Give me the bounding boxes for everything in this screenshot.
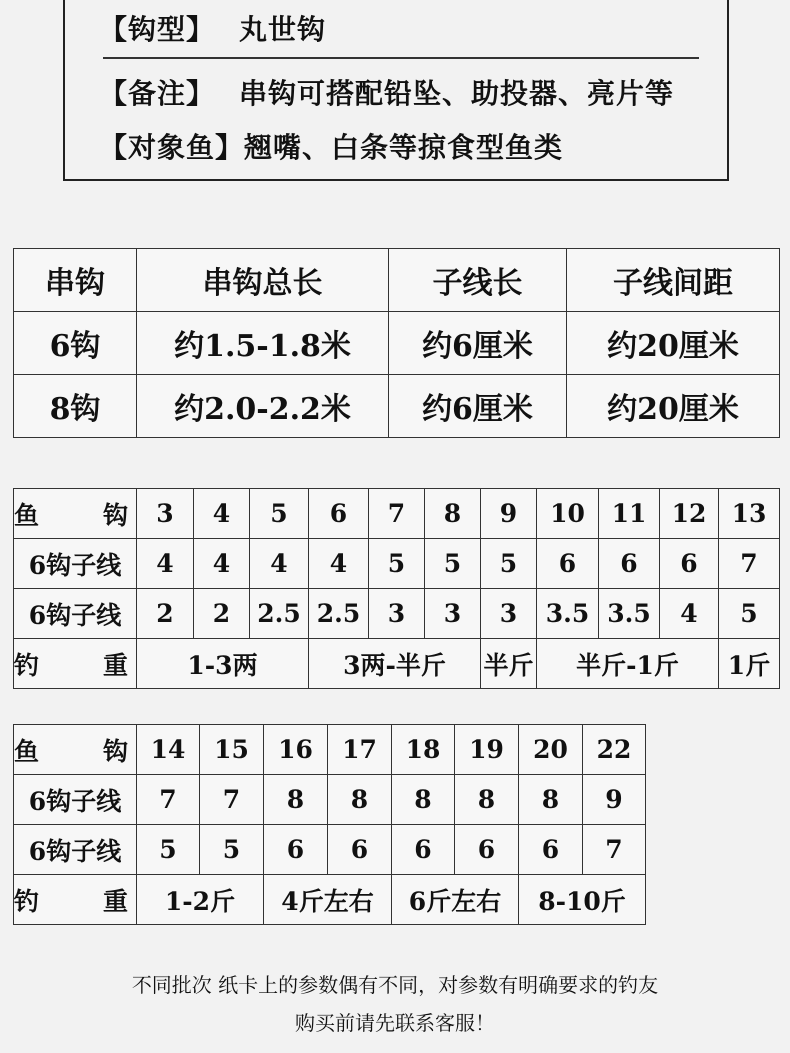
table-cell: 约1.5-1.8米 [137,312,389,375]
column-header: 串钩总长 [137,249,389,312]
table-cell: 6 [599,539,660,589]
table-cell: 8 [264,775,328,825]
table-cell: 约2.0-2.2米 [137,375,389,438]
row-label: 6钩子线 [14,825,137,875]
table-cell: 约20厘米 [567,375,780,438]
weight-cell: 半斤-1斤 [537,639,719,689]
row-label: 鱼 钩 [14,725,137,775]
row-label: 钓 重 [14,875,137,925]
hook-size-cell: 3 [137,489,194,539]
product-info-box [63,0,729,181]
hook-size-cell: 11 [599,489,660,539]
table-cell: 6 [537,539,599,589]
row-label: 6钩子线 [14,589,137,639]
table-row [14,375,780,438]
table-header-row [14,249,780,312]
table-cell: 6 [519,825,583,875]
hook-size-table-large [13,724,646,925]
table-cell: 7 [137,775,200,825]
table-cell: 8 [392,775,455,825]
row-label: 6钩子线 [14,539,137,589]
table-cell: 8钩 [14,375,137,438]
table-cell: 6 [660,539,719,589]
column-header: 子线长 [389,249,567,312]
hook-size-cell: 17 [328,725,392,775]
fish-weight-row [14,639,780,689]
table-cell: 5 [200,825,264,875]
hook-size-cell: 20 [519,725,583,775]
remark-line [99,72,674,112]
weight-cell: 4斤左右 [264,875,392,925]
table-cell: 7 [583,825,646,875]
line1-row [14,539,780,589]
table-cell: 8 [455,775,519,825]
row-label: 6钩子线 [14,775,137,825]
row-label: 钓 重 [14,639,137,689]
hook-size-cell: 14 [137,725,200,775]
hook-size-cell: 5 [250,489,309,539]
hook-size-cell: 18 [392,725,455,775]
table-cell: 3 [369,589,425,639]
table-cell: 5 [369,539,425,589]
table-cell: 6 [392,825,455,875]
table-cell: 4 [250,539,309,589]
hook-type-line [99,8,326,48]
table-cell: 2.5 [309,589,369,639]
table-cell: 4 [137,539,194,589]
hook-size-cell: 7 [369,489,425,539]
column-header: 串钩 [14,249,137,312]
hook-size-cell: 13 [719,489,780,539]
table-cell: 8 [328,775,392,825]
hook-size-cell: 10 [537,489,599,539]
table-cell: 6钩 [14,312,137,375]
hook-size-row [14,725,646,775]
table-cell: 5 [425,539,481,589]
hook-size-row [14,489,780,539]
footer-note-line1: 不同批次 纸卡上的参数偶有不同，对参数有明确要求的钓友 [131,973,659,997]
table-cell: 9 [583,775,646,825]
weight-cell: 半斤 [481,639,537,689]
table-cell: 7 [200,775,264,825]
hook-size-table-small [13,488,780,689]
table-cell: 5 [719,589,780,639]
hook-size-cell: 9 [481,489,537,539]
table-cell: 6 [455,825,519,875]
hook-type-value: 丸世钩 [239,13,327,46]
table-cell: 4 [309,539,369,589]
table-cell: 3.5 [537,589,599,639]
table-cell: 2 [137,589,194,639]
target-fish-line [99,126,563,166]
table-cell: 6 [264,825,328,875]
hook-size-cell: 12 [660,489,719,539]
table-cell: 2.5 [250,589,309,639]
table-cell: 7 [719,539,780,589]
weight-cell: 3两-半斤 [309,639,481,689]
hook-type-key: 【钩型】 [99,13,216,46]
table-cell: 约20厘米 [567,312,780,375]
remark-value: 串钩可搭配铅坠、助投器、亮片等 [239,77,675,110]
line2-row [14,589,780,639]
table-cell: 3 [425,589,481,639]
line1-row [14,775,646,825]
row-label: 鱼 钩 [14,489,137,539]
table-row [14,312,780,375]
footer-note-line2: 购买前请先联系客服！ [295,1011,495,1035]
weight-cell: 1-2斤 [137,875,264,925]
hook-size-cell: 22 [583,725,646,775]
hook-size-cell: 15 [200,725,264,775]
line2-row [14,825,646,875]
hook-size-cell: 8 [425,489,481,539]
target-fish-value: 翘嘴、白条等掠食型鱼类 [244,131,564,164]
weight-cell: 1-3两 [137,639,309,689]
table-cell: 8 [519,775,583,825]
table-cell: 4 [194,539,250,589]
table-cell: 4 [660,589,719,639]
table-cell: 5 [481,539,537,589]
table-cell: 约6厘米 [389,312,567,375]
hook-size-cell: 19 [455,725,519,775]
rig-length-table [13,248,780,438]
table-cell: 5 [137,825,200,875]
fish-weight-row [14,875,646,925]
remark-key: 【备注】 [99,77,216,110]
hook-size-cell: 4 [194,489,250,539]
column-header: 子线间距 [567,249,780,312]
table-cell: 2 [194,589,250,639]
weight-cell: 1斤 [719,639,780,689]
target-fish-key: 【对象鱼】 [99,131,245,164]
weight-cell: 8-10斤 [519,875,646,925]
table-cell: 3.5 [599,589,660,639]
table-cell: 6 [328,825,392,875]
info-divider [103,57,699,59]
hook-size-cell: 16 [264,725,328,775]
weight-cell: 6斤左右 [392,875,519,925]
table-cell: 约6厘米 [389,375,567,438]
hook-size-cell: 6 [309,489,369,539]
table-cell: 3 [481,589,537,639]
